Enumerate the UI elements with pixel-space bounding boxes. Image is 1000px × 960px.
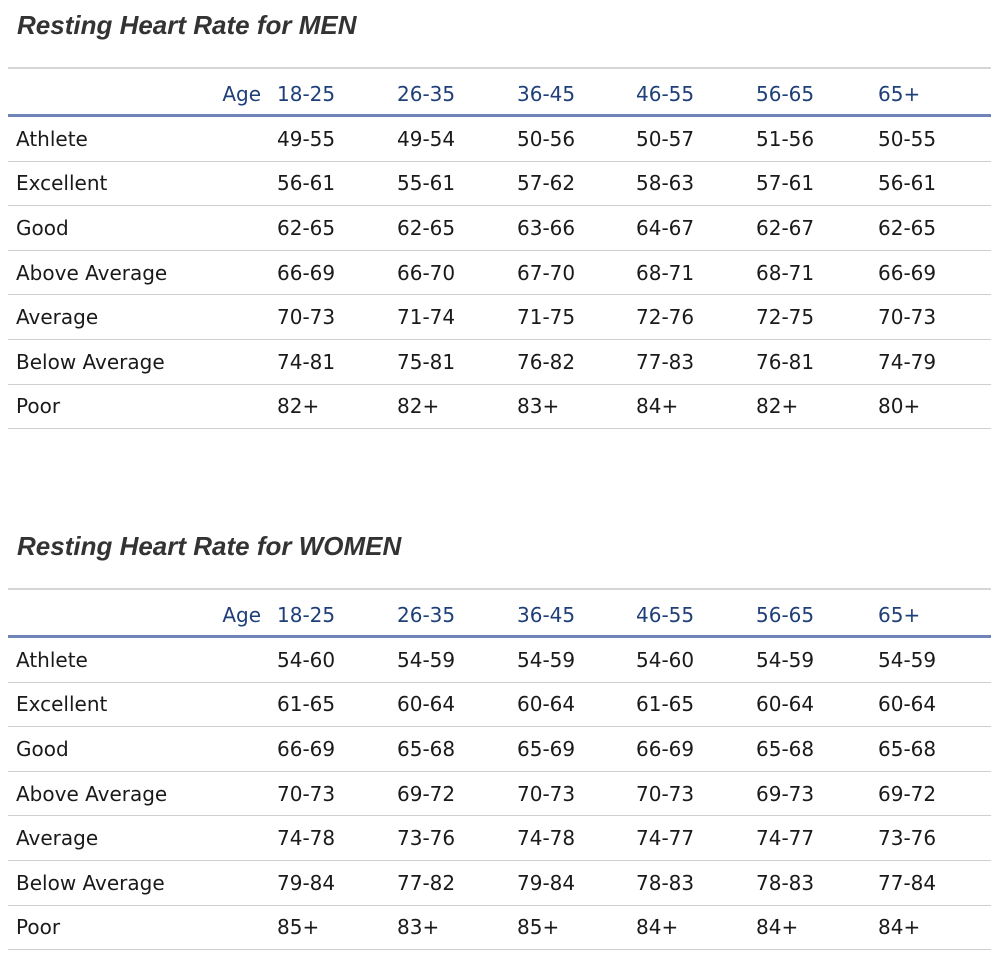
row-label: Good (16, 215, 69, 240)
heart-rate-cell: 84+ (756, 915, 799, 940)
row-label: Poor (16, 915, 61, 940)
table-row (8, 906, 991, 951)
header-row (8, 590, 991, 638)
heart-rate-cell: 64-67 (636, 215, 695, 240)
heart-rate-cell: 69-72 (878, 781, 937, 806)
age-column-header: 26-35 (397, 602, 456, 627)
heart-rate-cell: 74-79 (878, 349, 937, 374)
heart-rate-cell: 77-83 (636, 349, 695, 374)
heart-rate-cell: 56-61 (277, 171, 336, 196)
heart-rate-cell: 54-59 (517, 647, 576, 672)
row-label: Good (16, 736, 69, 761)
row-label: Above Average (16, 260, 168, 285)
heart-rate-cell: 54-59 (397, 647, 456, 672)
heart-rate-cell: 62-65 (878, 215, 937, 240)
heart-rate-cell: 54-60 (636, 647, 695, 672)
row-label: Above Average (16, 781, 168, 806)
age-column-header: 56-65 (756, 602, 815, 627)
heart-rate-cell: 62-65 (277, 215, 336, 240)
table-row (8, 295, 991, 340)
heart-rate-cell: 72-76 (636, 305, 695, 330)
heart-rate-cell: 79-84 (277, 870, 336, 895)
heart-rate-cell: 73-76 (397, 826, 456, 851)
heart-rate-cell: 54-60 (277, 647, 336, 672)
heart-rate-cell: 84+ (878, 915, 921, 940)
table-row (8, 772, 991, 817)
heart-rate-cell: 75-81 (397, 349, 456, 374)
row-label: Average (16, 826, 99, 851)
heart-rate-cell: 82+ (277, 394, 320, 419)
heart-rate-cell: 70-73 (636, 781, 695, 806)
heart-rate-cell: 65-68 (397, 736, 456, 761)
age-header-label: Age (222, 81, 261, 106)
heart-rate-cell: 65-68 (878, 736, 937, 761)
heart-rate-cell: 61-65 (636, 692, 695, 717)
heart-rate-cell: 72-75 (756, 305, 815, 330)
heart-rate-cell: 57-62 (517, 171, 576, 196)
row-label: Average (16, 305, 99, 330)
heart-rate-cell: 66-69 (878, 260, 937, 285)
heart-rate-cell: 65-69 (517, 736, 576, 761)
age-column-header: 36-45 (517, 602, 576, 627)
heart-rate-cell: 54-59 (756, 647, 815, 672)
heart-rate-cell: 61-65 (277, 692, 336, 717)
row-label: Below Average (16, 349, 165, 374)
heart-rate-cell: 60-64 (397, 692, 456, 717)
table-row (8, 816, 991, 861)
heart-rate-cell: 62-65 (397, 215, 456, 240)
heart-rate-cell: 82+ (756, 394, 799, 419)
heart-rate-cell: 60-64 (756, 692, 815, 717)
heart-rate-cell: 66-70 (397, 260, 456, 285)
heart-rate-cell: 82+ (397, 394, 440, 419)
age-column-header: 56-65 (756, 81, 815, 106)
heart-rate-cell: 69-72 (397, 781, 456, 806)
heart-rate-cell: 83+ (397, 915, 440, 940)
heart-rate-cell: 55-61 (397, 171, 456, 196)
heart-rate-cell: 77-82 (397, 870, 456, 895)
heart-rate-cell: 76-82 (517, 349, 576, 374)
heart-rate-cell: 50-56 (517, 126, 576, 151)
table-row (8, 861, 991, 906)
heart-rate-cell: 51-56 (756, 126, 815, 151)
heart-rate-cell: 84+ (636, 915, 679, 940)
age-column-header: 65+ (878, 602, 921, 627)
table-row (8, 638, 991, 683)
table-row (8, 206, 991, 251)
heart-rate-cell: 83+ (517, 394, 560, 419)
age-column-header: 46-55 (636, 602, 695, 627)
heart-rate-cell: 78-83 (636, 870, 695, 895)
heart-rate-cell: 65-68 (756, 736, 815, 761)
table-row (8, 385, 991, 430)
heart-rate-cell: 73-76 (878, 826, 937, 851)
heart-rate-cell: 78-83 (756, 870, 815, 895)
heart-rate-cell: 85+ (517, 915, 560, 940)
women-table-title: Resting Heart Rate for WOMEN (17, 531, 402, 561)
table-row (8, 727, 991, 772)
row-label: Excellent (16, 171, 108, 196)
age-column-header: 18-25 (277, 81, 336, 106)
men-table-title: Resting Heart Rate for MEN (17, 10, 357, 40)
row-label: Athlete (16, 126, 88, 151)
heart-rate-cell: 49-55 (277, 126, 336, 151)
heart-rate-cell: 84+ (636, 394, 679, 419)
heart-rate-cell: 74-81 (277, 349, 336, 374)
heart-rate-cell: 74-77 (756, 826, 815, 851)
heart-rate-cell: 77-84 (878, 870, 937, 895)
heart-rate-cell: 50-57 (636, 126, 695, 151)
heart-rate-cell: 74-77 (636, 826, 695, 851)
heart-rate-cell: 69-73 (756, 781, 815, 806)
row-label: Poor (16, 394, 61, 419)
heart-rate-cell: 66-69 (636, 736, 695, 761)
heart-rate-cell: 66-69 (277, 736, 336, 761)
heart-rate-cell: 80+ (878, 394, 921, 419)
age-column-header: 18-25 (277, 602, 336, 627)
heart-rate-cell: 70-73 (517, 781, 576, 806)
heart-rate-cell: 67-70 (517, 260, 576, 285)
age-column-header: 36-45 (517, 81, 576, 106)
row-label: Excellent (16, 692, 108, 717)
heart-rate-cell: 76-81 (756, 349, 815, 374)
heart-rate-cell: 85+ (277, 915, 320, 940)
age-header-label: Age (222, 602, 261, 627)
table-row (8, 340, 991, 385)
table-row (8, 117, 991, 162)
heart-rate-cell: 71-75 (517, 305, 576, 330)
women-heart-rate-table (8, 588, 991, 950)
table-row (8, 162, 991, 207)
row-label: Athlete (16, 647, 88, 672)
heart-rate-cell: 74-78 (517, 826, 576, 851)
heart-rate-cell: 54-59 (878, 647, 937, 672)
heart-rate-cell: 58-63 (636, 171, 695, 196)
heart-rate-cell: 60-64 (517, 692, 576, 717)
heart-rate-cell: 66-69 (277, 260, 336, 285)
heart-rate-cell: 49-54 (397, 126, 456, 151)
table-row (8, 683, 991, 728)
heart-rate-cell: 70-73 (878, 305, 937, 330)
heart-rate-cell: 57-61 (756, 171, 815, 196)
heart-rate-cell: 71-74 (397, 305, 456, 330)
heart-rate-cell: 60-64 (878, 692, 937, 717)
men-heart-rate-table (8, 67, 991, 429)
age-column-header: 26-35 (397, 81, 456, 106)
header-row (8, 69, 991, 117)
age-column-header: 65+ (878, 81, 921, 106)
row-label: Below Average (16, 870, 165, 895)
heart-rate-cell: 70-73 (277, 781, 336, 806)
heart-rate-cell: 68-71 (756, 260, 815, 285)
heart-rate-cell: 56-61 (878, 171, 937, 196)
heart-rate-cell: 62-67 (756, 215, 815, 240)
heart-rate-cell: 50-55 (878, 126, 937, 151)
heart-rate-cell: 70-73 (277, 305, 336, 330)
table-row (8, 251, 991, 296)
heart-rate-cell: 79-84 (517, 870, 576, 895)
heart-rate-cell: 68-71 (636, 260, 695, 285)
heart-rate-cell: 63-66 (517, 215, 576, 240)
age-column-header: 46-55 (636, 81, 695, 106)
heart-rate-cell: 74-78 (277, 826, 336, 851)
